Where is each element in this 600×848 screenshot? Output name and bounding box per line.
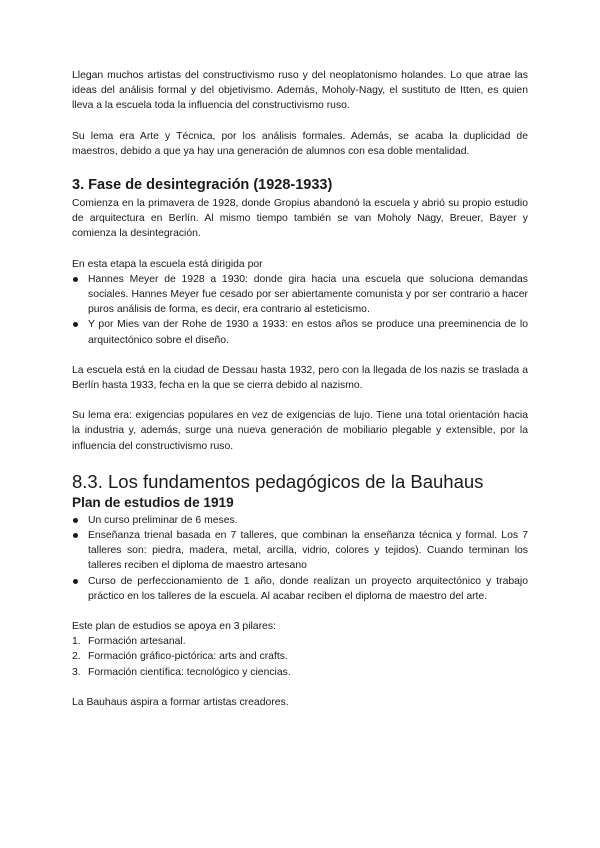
list-item: Curso de perfeccionamiento de 1 año, donde realizan un proyecto arquitectónico y trabajo práctico en los talleres de la escuela. Al acabar reciben el diploma de maestro del arte. — [72, 574, 528, 604]
list-item: Un curso preliminar de 6 meses. — [72, 513, 528, 528]
list-item: 3. Formación científica: tecnológico y ciencias. — [72, 666, 291, 678]
list-item: Hannes Meyer de 1928 a 1930: donde gira hacia una escuela que soluciona demandas sociales. Hannes Meyer fue cesado por ser abiertamente comunista y por ser contrario a hacer puros análisis de forma, es decir, era contrario al esteticismo. — [72, 272, 528, 318]
subheading-plan-estudios: Plan de estudios de 1919 — [72, 494, 234, 510]
pillars-list — [72, 634, 528, 680]
list-item: 1. Formación artesanal. — [72, 636, 186, 648]
section-heading-fundamentos: 8.3. Los fundamentos pedagógicos de la Bauhaus — [72, 470, 484, 492]
fase3-lead: En esta etapa la escuela está dirigida por — [72, 258, 263, 270]
fase3-paragraph-3: Su lema era: exigencias populares en vez de exigencias de lujo. Tiene una total orientación hacia la industria y, además, surge una nueva generación de mobiliario plegable y extensible, por la influencia del constructivismo ruso. — [72, 410, 528, 452]
list-item: Enseñanza trienal basada en 7 talleres, que combinan la enseñanza técnica y formal. Los 7 talleres son: piedra, madera, metal, arcilla, vidrio, colores y tejidos). Cuando terminan los talleres reciben el diploma de maestro artesano — [72, 528, 528, 574]
list-item: Y por Mies van der Rohe de 1930 a 1933: en estos años se produce una preeminencia de lo arquitectónico sobre el diseño. — [72, 317, 528, 347]
closing-paragraph: La Bauhaus aspira a formar artistas creadores. — [72, 696, 289, 708]
section-heading-fase-desintegracion: 3. Fase de desintegración (1928-1933) — [72, 177, 333, 194]
intro-paragraph-1: Llegan muchos artistas del constructivismo ruso y del neoplatonismo holandes. Lo que atrae las ideas del análisis formal y del objetivismo. Además, Moholy-Nagy, el sustituto de Itten, es quien lleva a la escuela toda la influencia del constructivismo ruso. — [72, 70, 528, 112]
intro-paragraph-2: Su lema era Arte y Técnica, por los análisis formales. Además, se acaba la duplicidad de maestros, debido a que ya hay una generación de alumnos con esa doble mentalidad. — [72, 130, 528, 157]
fase3-bullet-list — [72, 272, 528, 348]
list-item: 2. Formación gráfico-pictórica: arts and crafts. — [72, 651, 288, 663]
fase3-paragraph-1: Comienza en la primavera de 1928, donde Gropius abandonó la escuela y abrió su propio estudio de arquitectura en Berlín. Al mismo tiempo también se van Moholy Nagy, Breuer, Bayer y comienza la desintegración. — [72, 198, 528, 240]
plan-bullet-list — [72, 513, 528, 604]
fase3-paragraph-2: La escuela está en la ciudad de Dessau hasta 1932, pero con la llegada de los nazis se traslada a Berlín hasta 1933, fecha en la que se cierra debido al nazismo. — [72, 364, 528, 392]
pillars-lead: Este plan de estudios se apoya en 3 pilares: — [72, 621, 276, 633]
